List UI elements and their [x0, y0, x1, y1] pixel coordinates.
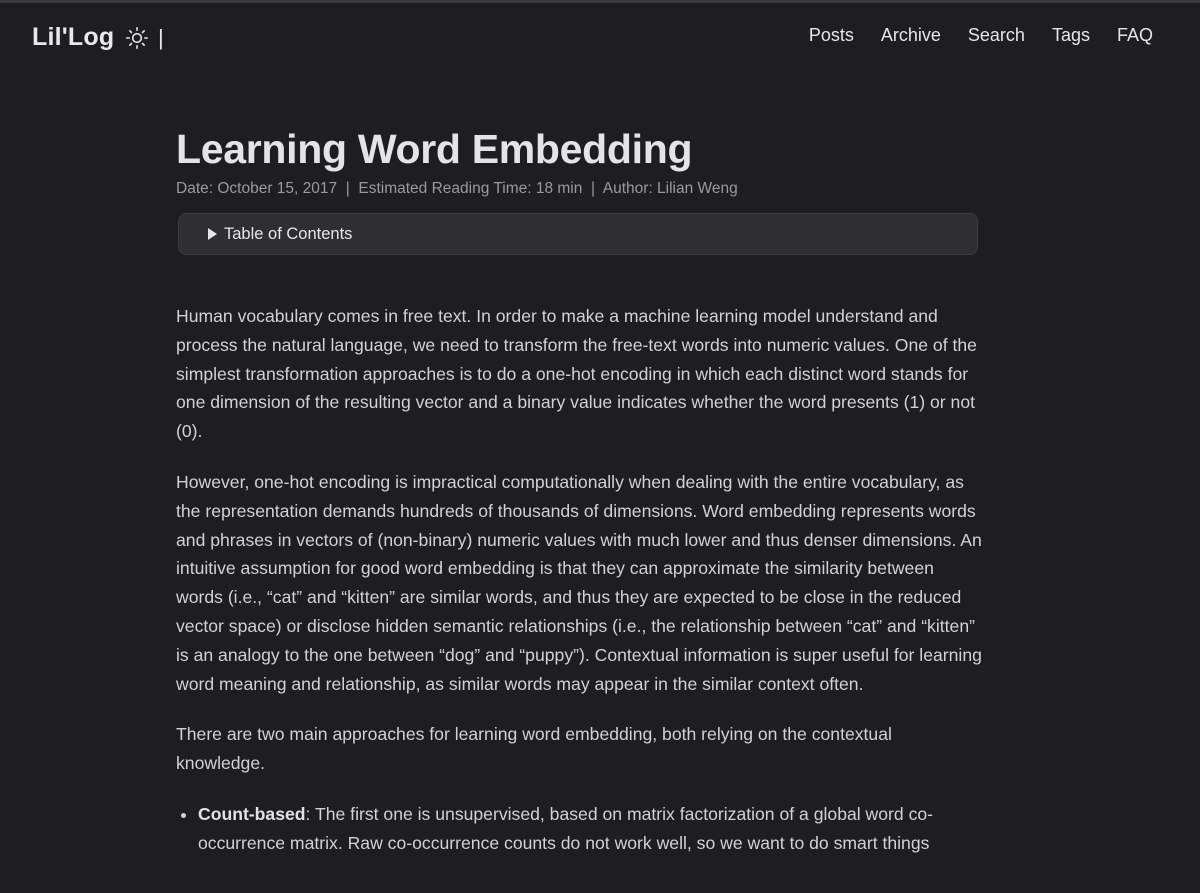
table-of-contents-toggle[interactable]	[178, 213, 978, 255]
paragraph: There are two main approaches for learning word embedding, both relying on the contextual knowledge.	[176, 724, 892, 774]
post-content	[176, 302, 982, 858]
site-header	[0, 3, 1200, 73]
list-item	[198, 800, 982, 858]
toc-label: Table of Contents	[224, 225, 353, 243]
nav-tags[interactable]: Tags	[1051, 25, 1090, 45]
list-item-term: Count-based	[198, 803, 306, 824]
sun-icon[interactable]	[125, 26, 149, 50]
main-nav	[809, 25, 1153, 46]
site-logo[interactable]: Lil'Log	[32, 23, 115, 51]
triangle-right-icon	[208, 228, 217, 240]
nav-search[interactable]: Search	[967, 25, 1025, 45]
paragraph: However, one-hot encoding is impractical computationally when dealing with the entire vocabulary, as the representation demands hundreds of thousands of dimensions. Word embedding represents words and phrases in vectors of (non-binary) numeric values with much lower and thus denser dimensions. An intuitive assumption for good word embedding is that they can approximate the similarity between words (i.e., “cat” and “kitten” are similar words, and thus they are expected to be close in the reduced vector space) or disclose hidden semantic relationships (i.e., the relationship between “cat” and “kitten” is an analogy to the one between “dog” and “puppy”). Contextual information is super useful for learning word meaning and relationship, as similar words may appear in the similar context often.	[176, 471, 982, 694]
nav-posts[interactable]: Posts	[808, 25, 854, 45]
list-item-text: : The first one is unsupervised, based on matrix factorization of a global word co-occurrence matrix. Raw co-occurrence counts do not work well, so we want to do smart things	[198, 803, 934, 853]
post-title: Learning Word Embedding	[176, 126, 693, 172]
header-separator: |	[158, 25, 164, 50]
approach-list	[176, 800, 982, 858]
post-main	[176, 120, 982, 858]
nav-faq[interactable]: FAQ	[1116, 25, 1153, 45]
paragraph: Human vocabulary comes in free text. In order to make a machine learning model understand and process the natural language, we need to transform the free-text words into numeric values. One of the simplest transformation approaches is to do a one-hot encoding in which each distinct word stands for one dimension of the resulting vector and a binary value indicates whether the word presents (1) or not (0).	[176, 306, 977, 442]
nav-archive[interactable]: Archive	[880, 25, 941, 45]
post-meta: Date: October 15, 2017 | Estimated Reading Time: 18 min | Author: Lilian Weng	[176, 180, 738, 197]
